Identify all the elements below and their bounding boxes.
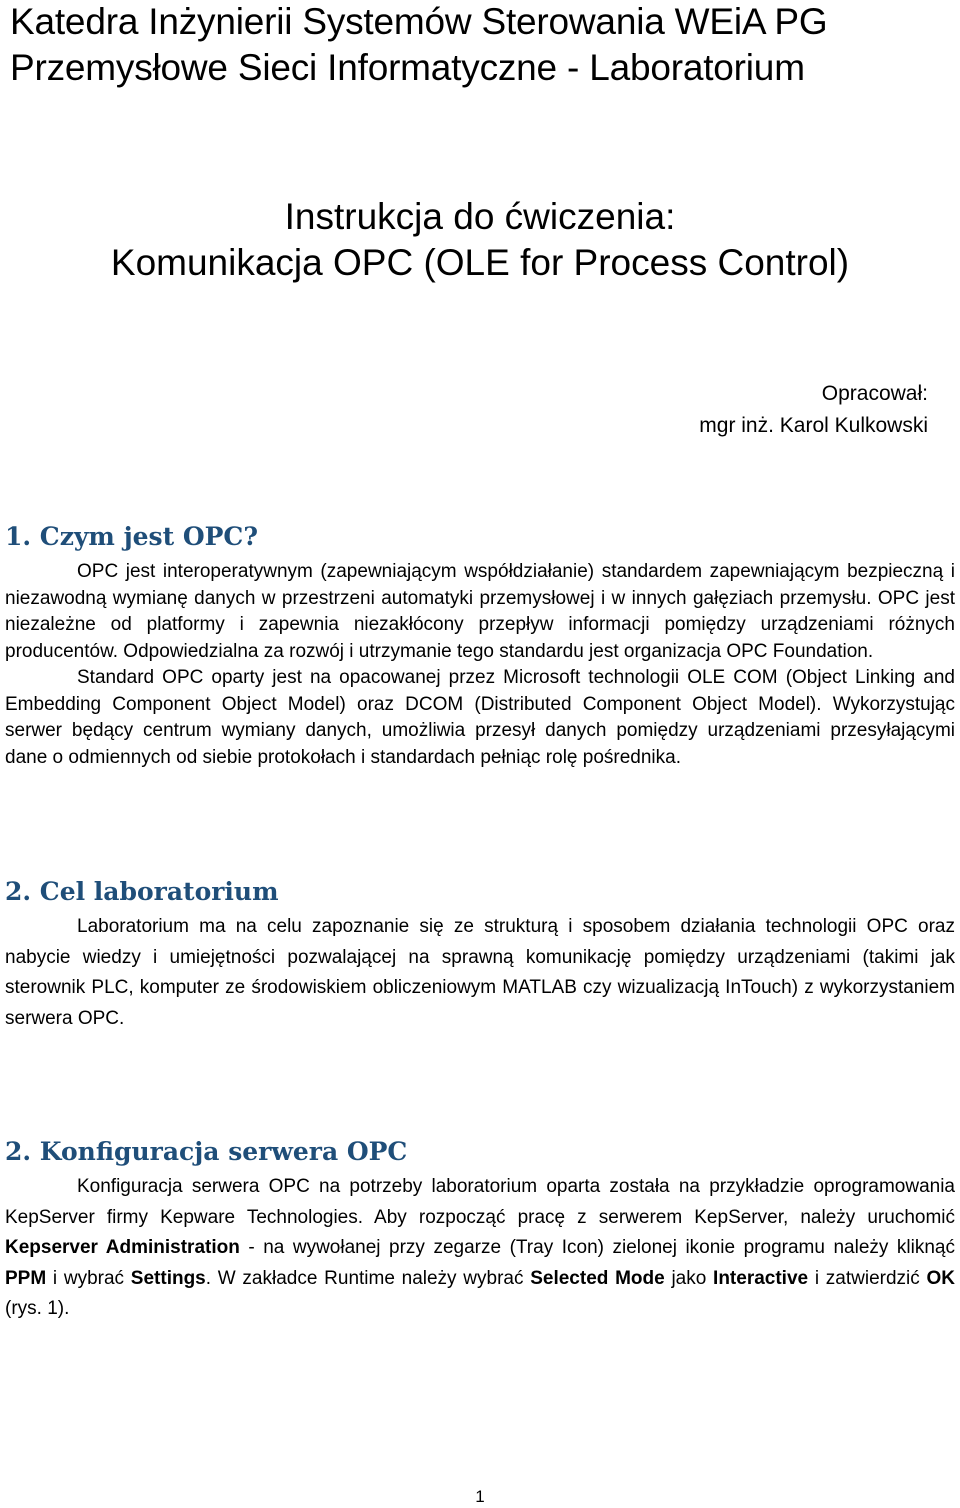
author-label: Opracował: xyxy=(821,382,928,405)
page-number: 1 xyxy=(475,1487,485,1506)
text-run: (rys. 1). xyxy=(5,1298,70,1319)
title-line-1: Instrukcja do ćwiczenia: xyxy=(284,196,676,237)
section-1-paragraph-1: OPC jest interoperatywnym (zapewniającym współdziałanie) standardem zapewniającym bezpieczną i niezawodną wymianę danych w przestrzeni automatyki przemysłowej i w innych gałęziach przemysłu. OPC jest niezależne od platformy i zapewnia niezakłócony przepływ informacji pomiędzy urządzeniami różnych producentów. Odpowiedzialna za rozwój i utrzymanie tego standardu jest organizacja OPC Foundation. xyxy=(5,561,955,662)
header-line-2: Przemysłowe Sieci Informatyczne - Laboratorium xyxy=(10,47,805,88)
section-3-paragraph-1 xyxy=(5,1172,955,1325)
bold-kepserver-administration: Kepserver Administration xyxy=(5,1237,240,1258)
bold-settings: Settings xyxy=(130,1267,206,1289)
section-2-body xyxy=(5,912,955,1034)
bold-ppm: PPM xyxy=(5,1267,47,1289)
bold-ok: OK xyxy=(926,1267,955,1289)
author-name: mgr inż. Karol Kulkowski xyxy=(699,414,928,437)
section-1-paragraph-2: Standard OPC oparty jest na opacowanej przez Microsoft technologii OLE COM (Object Linking and Embedding Component Object Model) oraz DCOM (Distributed Component Object Model). Wykorzystując serwer będący centrum wymiany danych, umożliwia przesył danych pomiędzy urządzeniami przesyłającymi dane o odmiennych od siebie protokołach i standardach pełniąc rolę pośrednika. xyxy=(5,667,955,768)
text-run: i wybrać xyxy=(46,1267,131,1289)
text-run: . W zakładce Runtime należy wybrać xyxy=(205,1267,531,1289)
section-3-body xyxy=(5,1172,955,1325)
section-1-body xyxy=(5,559,955,771)
bold-interactive: Interactive xyxy=(713,1267,809,1289)
text-run: Konfiguracja serwera OPC na potrzeby laboratorium oparta została na przykładzie oprogramowania KepServer firmy Kepware Technologies. Aby rozpocząć pracę z serwerem KepServer, należy uruchomić xyxy=(5,1176,955,1228)
section-2-heading: 2. Cel laboratorium xyxy=(5,877,279,906)
section-3-heading: 2. Konfiguracja serwera OPC xyxy=(5,1137,408,1166)
header-line-1: Katedra Inżynierii Systemów Sterowania WEiA PG xyxy=(10,1,828,42)
text-run: i zatwierdzić xyxy=(808,1267,927,1289)
section-2-paragraph-1: Laboratorium ma na celu zapoznanie się ze strukturą i sposobem działania technologii OPC oraz nabycie wiedzy i umiejętności pozwalającej na sprawną komunikację pomiędzy urządzeniami (takimi jak sterownik PLC, komputer ze środowiskiem obliczeniowym MATLAB czy wizualizacją InTouch) z wykorzystaniem serwera OPC. xyxy=(5,916,955,1029)
title-line-2: Komunikacja OPC (OLE for Process Control) xyxy=(110,242,850,283)
text-run: jako xyxy=(664,1267,714,1289)
bold-selected-mode: Selected Mode xyxy=(530,1267,665,1289)
section-1-heading: 1. Czym jest OPC? xyxy=(5,522,258,551)
text-run: - na wywołanej przy zegarze (Tray Icon) zielonej ikonie programu należy kliknąć xyxy=(239,1237,955,1258)
